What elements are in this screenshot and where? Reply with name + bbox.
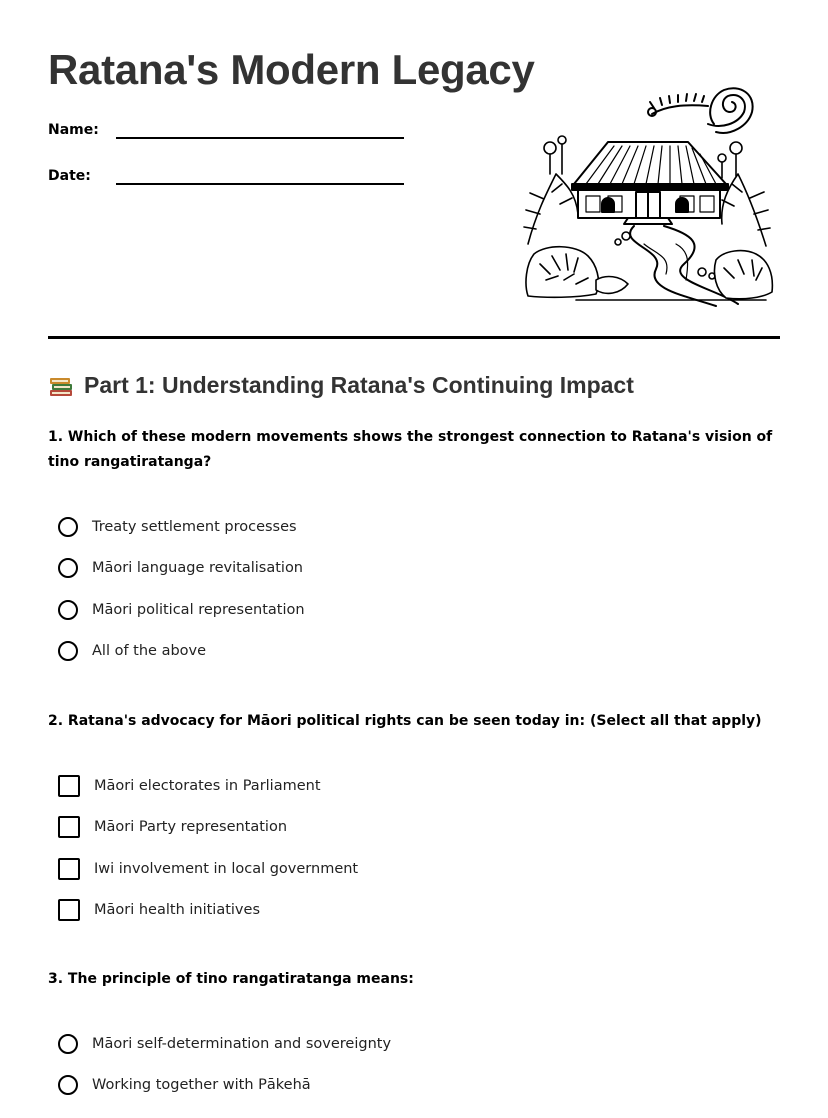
q1-option-4-label: All of the above (92, 643, 207, 659)
name-input-line[interactable] (116, 117, 404, 139)
q2-option-4-label: Māori health initiatives (94, 902, 260, 918)
q1-option-2[interactable] (58, 558, 303, 578)
q3-option-1-radio[interactable] (58, 1034, 78, 1054)
section-heading-text: Part 1: Understanding Ratana's Continuing Impact (84, 372, 634, 398)
page-title: Ratana's Modern Legacy (48, 46, 535, 93)
q3-option-1-label: Māori self-determination and sovereignty (92, 1036, 392, 1052)
koru-spiral (648, 88, 753, 133)
q2-option-1[interactable] (58, 775, 321, 797)
meeting-house-illustration (516, 84, 778, 310)
q1-option-3-label: Māori political representation (92, 602, 305, 618)
q3-option-2[interactable] (58, 1075, 311, 1095)
q3-option-1[interactable] (58, 1034, 391, 1054)
q1-option-2-radio[interactable] (58, 558, 78, 578)
name-label: Name: (48, 122, 99, 138)
q3-option-2-radio[interactable] (58, 1075, 78, 1095)
section-heading (48, 372, 634, 399)
books-icon (48, 373, 74, 399)
q2-option-4[interactable] (58, 899, 260, 921)
q2-option-4-checkbox[interactable] (58, 899, 80, 921)
q1-option-1-radio[interactable] (58, 517, 78, 537)
q1-option-1[interactable] (58, 517, 297, 537)
date-label: Date: (48, 168, 91, 184)
q1-option-3[interactable] (58, 600, 305, 620)
q3-option-2-label: Working together with Pākehā (92, 1077, 311, 1093)
name-field[interactable] (48, 117, 404, 139)
q2-option-2[interactable] (58, 816, 287, 838)
question-3-text: 3. The principle of tino rangatiratanga means: (48, 971, 414, 987)
q1-option-3-radio[interactable] (58, 600, 78, 620)
q2-option-2-checkbox[interactable] (58, 816, 80, 838)
q2-option-2-label: Māori Party representation (94, 819, 288, 835)
q2-option-3-label: Iwi involvement in local government (94, 861, 359, 877)
meeting-house (572, 142, 728, 224)
question-2-text: 2. Ratana's advocacy for Māori political rights can be seen today in: (Select all that apply) (48, 713, 762, 729)
q2-option-1-label: Māori electorates in Parliament (94, 778, 321, 794)
header-divider (48, 336, 780, 339)
q2-option-3-checkbox[interactable] (58, 858, 80, 880)
question-1-text: 1. Which of these modern movements shows the strongest connection to Ratana's vision of tino rangatiratanga? (48, 429, 773, 470)
date-field[interactable] (48, 163, 404, 185)
q2-option-1-checkbox[interactable] (58, 775, 80, 797)
q1-option-1-label: Treaty settlement processes (92, 519, 297, 535)
date-input-line[interactable] (116, 163, 404, 185)
q1-option-2-label: Māori language revitalisation (92, 560, 304, 576)
q1-option-4-radio[interactable] (58, 641, 78, 661)
q2-option-3[interactable] (58, 858, 358, 880)
q1-option-4[interactable] (58, 641, 206, 661)
